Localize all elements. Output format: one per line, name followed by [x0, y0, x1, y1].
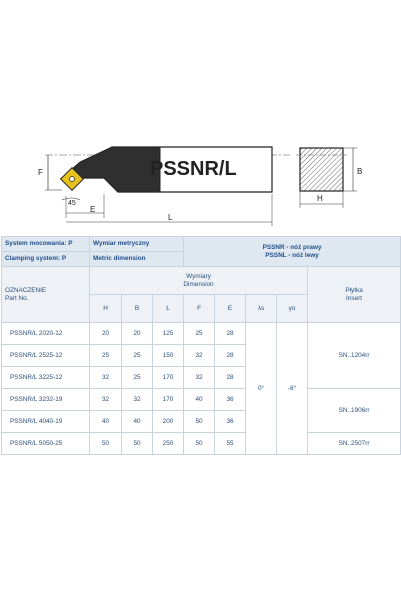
dimension-header	[90, 267, 308, 295]
table-row	[2, 433, 401, 455]
part-number: PSSNR/L 5050-25	[2, 433, 90, 455]
dim-l-label: L	[168, 213, 173, 222]
part-number: PSSNR/L 3225-12	[2, 367, 90, 389]
cell-f: 32	[184, 367, 215, 389]
insert-header	[308, 267, 401, 323]
col-header-h: H	[90, 295, 122, 323]
cell-h: 20	[90, 323, 122, 345]
left-tool-label: PSSNL - nóż lewy	[265, 251, 319, 259]
cell-e: 55	[215, 433, 246, 455]
cell-b: 25	[122, 367, 153, 389]
cell-l: 200	[153, 411, 184, 433]
part-number: PSSNR/L 2525-12	[2, 345, 90, 367]
cell-b: 50	[122, 433, 153, 455]
insert-en: Insert	[346, 294, 363, 302]
part-number: PSSNR/L 2020-12	[2, 323, 90, 345]
metric-pl-cell: Wymiar metryczny	[90, 237, 184, 252]
right-tool-label: PSSNR - nóż prawy	[262, 243, 322, 251]
cell-e: 28	[215, 367, 246, 389]
cell-h: 32	[90, 389, 122, 411]
spec-table	[1, 236, 401, 455]
designation-header	[2, 267, 90, 323]
cell-h: 40	[90, 411, 122, 433]
cell-l: 125	[153, 323, 184, 345]
cell-f: 50	[184, 411, 215, 433]
cell-e: 28	[215, 323, 246, 345]
dim-e-label: E	[90, 205, 96, 214]
system-pl-cell: System mocowania: P	[2, 237, 90, 252]
cell-h: 25	[90, 345, 122, 367]
table-row	[2, 389, 401, 411]
col-header-lambda: λs	[246, 295, 277, 323]
designation-pl: OZNACZENIE	[5, 286, 47, 294]
cell-b: 25	[122, 345, 153, 367]
designation-en: Part No.	[5, 294, 29, 302]
cross-section	[300, 148, 343, 191]
dim-b-label: B	[357, 167, 363, 176]
cell-h: 32	[90, 367, 122, 389]
cell-l: 150	[153, 345, 184, 367]
cell-b: 20	[122, 323, 153, 345]
cell-e: 36	[215, 389, 246, 411]
dim-angle-label: 45	[68, 200, 76, 207]
col-header-b: B	[122, 295, 153, 323]
lambda-s-value: 0°	[246, 323, 277, 455]
cell-b: 32	[122, 389, 153, 411]
insert-value: SN..1204rr	[308, 323, 401, 389]
part-number: PSSNR/L 3232-19	[2, 389, 90, 411]
cell-l: 250	[153, 433, 184, 455]
dim-f-label: F	[38, 168, 43, 177]
insert-hole	[70, 177, 75, 182]
table-row	[2, 323, 401, 345]
cell-f: 25	[184, 323, 215, 345]
dimension-en: Dimension	[183, 280, 214, 288]
tool-variants-cell	[184, 237, 401, 267]
cell-h: 50	[90, 433, 122, 455]
dim-h-label: H	[317, 194, 323, 203]
cell-b: 40	[122, 411, 153, 433]
insert-pl: Płytka	[345, 286, 363, 294]
insert-value: SN..1906rr	[308, 389, 401, 433]
col-header-f: F	[184, 295, 215, 323]
cell-e: 36	[215, 411, 246, 433]
cell-f: 50	[184, 433, 215, 455]
cell-l: 170	[153, 389, 184, 411]
tool-drawing	[0, 138, 401, 233]
metric-en-cell: Metric dimension	[90, 252, 184, 267]
col-header-l: L	[153, 295, 184, 323]
cell-f: 32	[184, 345, 215, 367]
gamma-o-value: -8°	[277, 323, 308, 455]
cell-f: 40	[184, 389, 215, 411]
cell-l: 170	[153, 367, 184, 389]
tool-label: PSSNR/L	[150, 158, 237, 180]
insert-value: SN..2507rr	[308, 433, 401, 455]
col-header-e: E	[215, 295, 246, 323]
system-en-cell: Clamping system: P	[2, 252, 90, 267]
col-header-gamma: γo	[277, 295, 308, 323]
cell-e: 28	[215, 345, 246, 367]
part-number: PSSNR/L 4040-19	[2, 411, 90, 433]
dimension-pl: Wymiary	[186, 272, 211, 280]
